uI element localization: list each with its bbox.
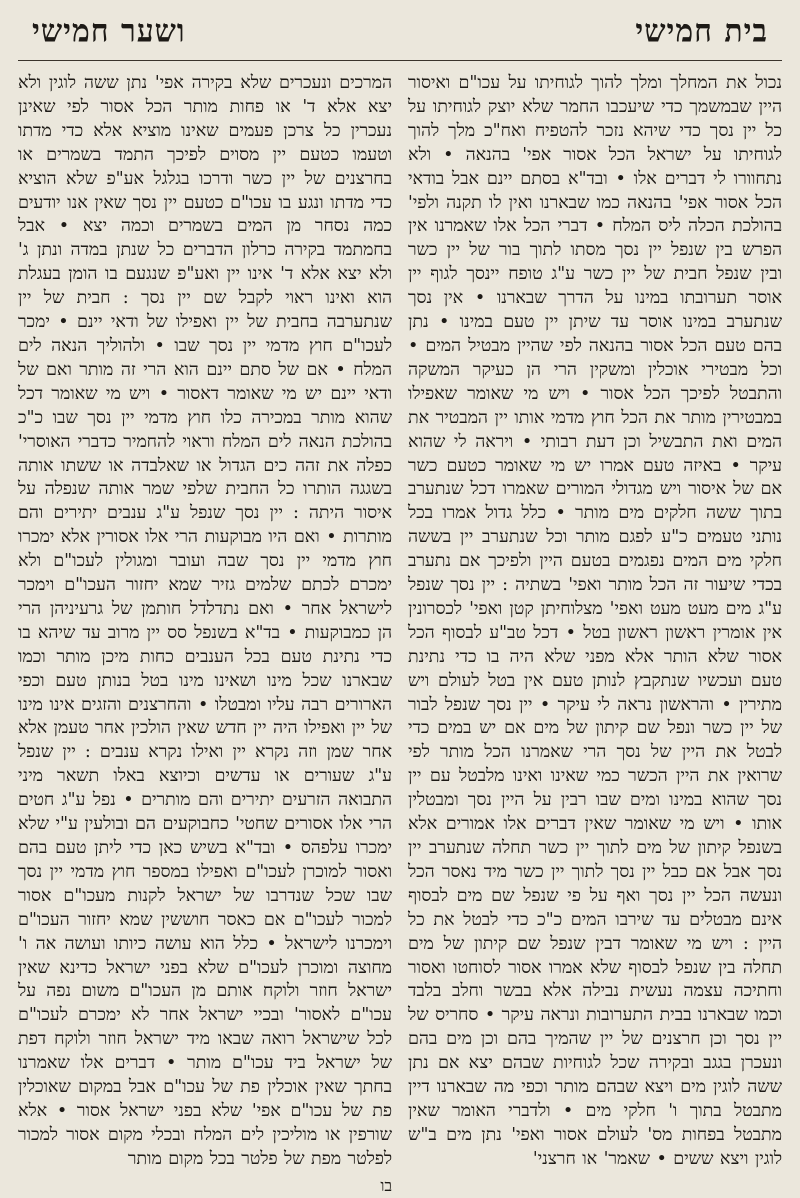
running-title-right: בית חמישי	[635, 13, 768, 50]
right-column-text: נכול את המחלך ומלך להוך לגוחיתו על עכו"ם ואיסור היין שבמשמך כדי שיעכבו החמר שלא יוצק לגוחיתו על כל יין נסך כדי שיהא נזכר להטפיח ואח"כ מלך להוך לגוחיתו על ישראל הכל אסור אפי' בהנאה • ולא נתחוורו לי דברים אלו • ובד"א בסתם יינם אבל בודאי הכל אסור אפי' בהנאה כמו שבארנו ואין לו תקנה ולפי' בהולכת הכלה ליס המלח • דברי הכל אלו שאמרנו אין הפרש בין שנפל יין נסך מסתו לתוך בור של יין כשר ובין שנפל חבית של יין כשר ע"ג טופח יינסך לגוף יין אוסר תערובתו במינו על הדרך שבארנו • אין נסך שנתערב במינו אוסר עד שיתן יין טעם במינו • נתן בהם טעם הכל אסור בהנאה לפי שהיין מבטיל המים • וכל מבטירי אוכלין ומשקין הרי הן כעיקר המשקה והתבטל לפיכך הכל אסור • ויש מי שאומר שאפילו במבטירין מותר את הכל חוץ מדמי אותו יין המבטיר את המים ואת התבשיל וכן דעת רבותי • ויראה לי שהוא עיקר • באיזה טעם אמרו יש מי שאומר כטעם כשר אם של איסור ויש מגדולי המורים שאמרו דכל שנתערב בתוך ששה חלקים מים מותר • כלל גדול אמרו בכל נותני טעמים כ"ע לפגם מותר וכל שנתערב יין בששה חלקי מים המים נפגמים בטעם היין ולפיכך אם נתערב בכדי שיעור זה הכל מותר ואפי' בשתיה : יין נסך שנפל ע"ג מים מעט מעט ואפי' מצלוחיתן קטן ואפי' לכסרונין אין אומרין ראשון ראשון בטל • דכל טב"ע לבסוף הכל אסור שלא הותר אלא מפני שלא היה בו כדי נתינת טעם ועכשיו שנתקבץ לנותן טעם אין בטל לעולם ויש מתירין • והראשון נראה לי עיקר • יין נסך שנפל לבור של יין כשר ונפל שם קיתון של מים אם יש במים כדי לבטל את היין של נסך הרי שאמרנו הכל מותר לפי שרואין את היין הכשר כמי שאינו ואינו מלבטל עם יין נסך שהוא במינו ומים שבו רבין על היין נסך ומבטלין אותו • ויש מי שאומר שאין דברים אלו אמורים אלא בשנפל קיתון של מים לתוך יין כשר תחלה שנתערב יין נסך אבל אם כבל יין נסך לתוך יין כשר מיד נאסר הכל ונעשה הכל יין נסך ואף על פי שנפל שם מים לבסוף אינם מבטלים עד שירבו המים כ"כ כדי לבטל את כל היין : ויש מי שאומר דבין שנפל שם קיתון של מים תחלה בין שנפל לבסוף שלא אמרו אסור לסוחטו ואסור וחתיכה עצמה נעשית נבילה אלא בבשר וחלב בלבד וכמו שבארנו בבית התערובות ונראה עיקר • סחריס של יין נסך וכן חרצנים של יין שהמיך בהם וכן מים בהם ונעכרן בגגב ובקירה שכל לגוחיות שבהם יצא אם נתן ששה לוגין מים ויצא שבהם מותר וכפי מה שבארנו דיין מתבטל בתוך ו' חלקי מים • ולדברי האומר שאין מתבטל בפחות מס' לעולם אסור ואפי' נתן מים ב"ש לוגין ויצא ששים • שאמר' או חרצני'	[408, 73, 782, 1169]
text-columns	[18, 72, 782, 1195]
left-column	[18, 72, 392, 1195]
column-gutter	[400, 72, 401, 1011]
page-header	[18, 12, 782, 56]
catchword: בו	[380, 1175, 392, 1195]
left-column-text: המרכים ונעכרים שלא בקירה אפי' נתן ששה לוגין ולא יצא אלא ד' או פחות מותר הכל אסור לפי שאינן נעכרין כל צרכן פעמים שאינו מוציא אלא כדי מדתו וטעמו כטעם יין מסוים לפיכך התמד בשמרים או בחרצנים של יין כשר ודרכו בגלגל אע"פ שלא הוציא כדי מדתו ונגע בו עכו"ם כטעם יין נסך שאין אנו יודעים כמה נסחר מן המים בשמרים וכמה יצא • אבל בחמתמד בקירה כרלון הדברים כל שנתן במדה ונתן ג' ולא יצא אלא ד' אינו יין ואע"פ שנגעם בו הומן בעגלת הוא ואינו ראוי לקבל שם יין נסך : חבית של יין שנתערבה בחבית של יין ואפילו של ודאי יינם • ימכר לעכו"ם חוץ מדמי יין נסך שבו • ולהוליך הנאה לים המלח • אם של סתם יינם הוא הרי זה מותר ואם של ודאי יינם יש מי שאומר דאסור • ויש מי שאומר דכל שהוא מותר במכירה כלו חוץ מדמי יין נסך שבו כ"כ בהולכת הנאה לים המלח וראוי להחמיר כדברי האוסרי' כפלה את זהה כים הגדול או שאלבדה או ששתו אותה בשגגה הותרו כל החבית שלפי שמר אותה שנפלה על איסור היתה : יין נסך שנפל ע"ג ענבים יתירים והם מותרות • ואם היו מבוקעות הרי אלו אסורין אלא ימכרו חוץ מדמי יין נסך שבה ועובר ומגולין לעכו"ם ולא ימכרם לכתם שלמים גזיר שמא יחזור העכו"ם וימכר לישראל אחר • ואם נתדלדל חותמן של גרעיניהן הרי הן כמבוקעות • בד"א בשנפל סס יין מרוב עד שיהא בו כדי נתינת טעם בכל הענבים כחות מיכן מותר וכמו שבארנו שכל מינו ושאינו מינו בטל בנותן טעם וכפי הארורים רבה עליו ומבטלו • והחרצנים והזגים אינו מינו של יין ואפילו היה יין חדש שאין הולכין אחר טעמן אלא אחר שמן וזה נקרא יין ואילו נקרא ענבים : יין שנפל ע"ג שעורים או עדשים וכיוצא באלו תשאר מיני התבואה הזרעים יתירים והם מותרים • נפל ע"ג חטים הרי אלו אסורים שחטי' כחבוקעים הם ובולעין ע"י שלא ימכרו עלפהס • ובד"א בשיש כאן כדי ליתן טעם בהם ואסור למוכרן לעכו"ם ואפילו במספר חוץ מדמי יין נסך שבו שכל שנדרבו של ישראל לקנות מעכו"ם אסור למכור לעכו"ם אם כאסר חוששין שמא יחזור העכו"ם וימכרנו לישראל • כלל הוא עושה כיותו ועושה אה ו' מחוצה ומוכרן לעכו"ם שלא בפני ישראל כדינא שאין ישראל חוזר ולוקח אותם מן העכו"ם משום נפה על עכו"ם לאסור' ובכיי ישראל אחר לא ימכרם לעכו"ם לכל שישראל רואה שבאו מיד ישראל חוזר ולוקח דפת של ישראל ביד עכו"ם מותר • דברים אלו שאמרנו בחתך שאין אוכלין פת של עכו"ם אבל במקום שאוכלין פת של עכו"ם אפי' שלא בפני ישראל אסור • אלא שורפין או מוליכין לים המלח ובכלי מקום אסור למכור לפלטר מפת של פלטר בכל מקום מותר	[18, 73, 392, 1169]
right-column	[408, 72, 782, 1169]
running-title-left: ושער חמישי	[32, 13, 186, 50]
header-rule	[18, 60, 782, 61]
